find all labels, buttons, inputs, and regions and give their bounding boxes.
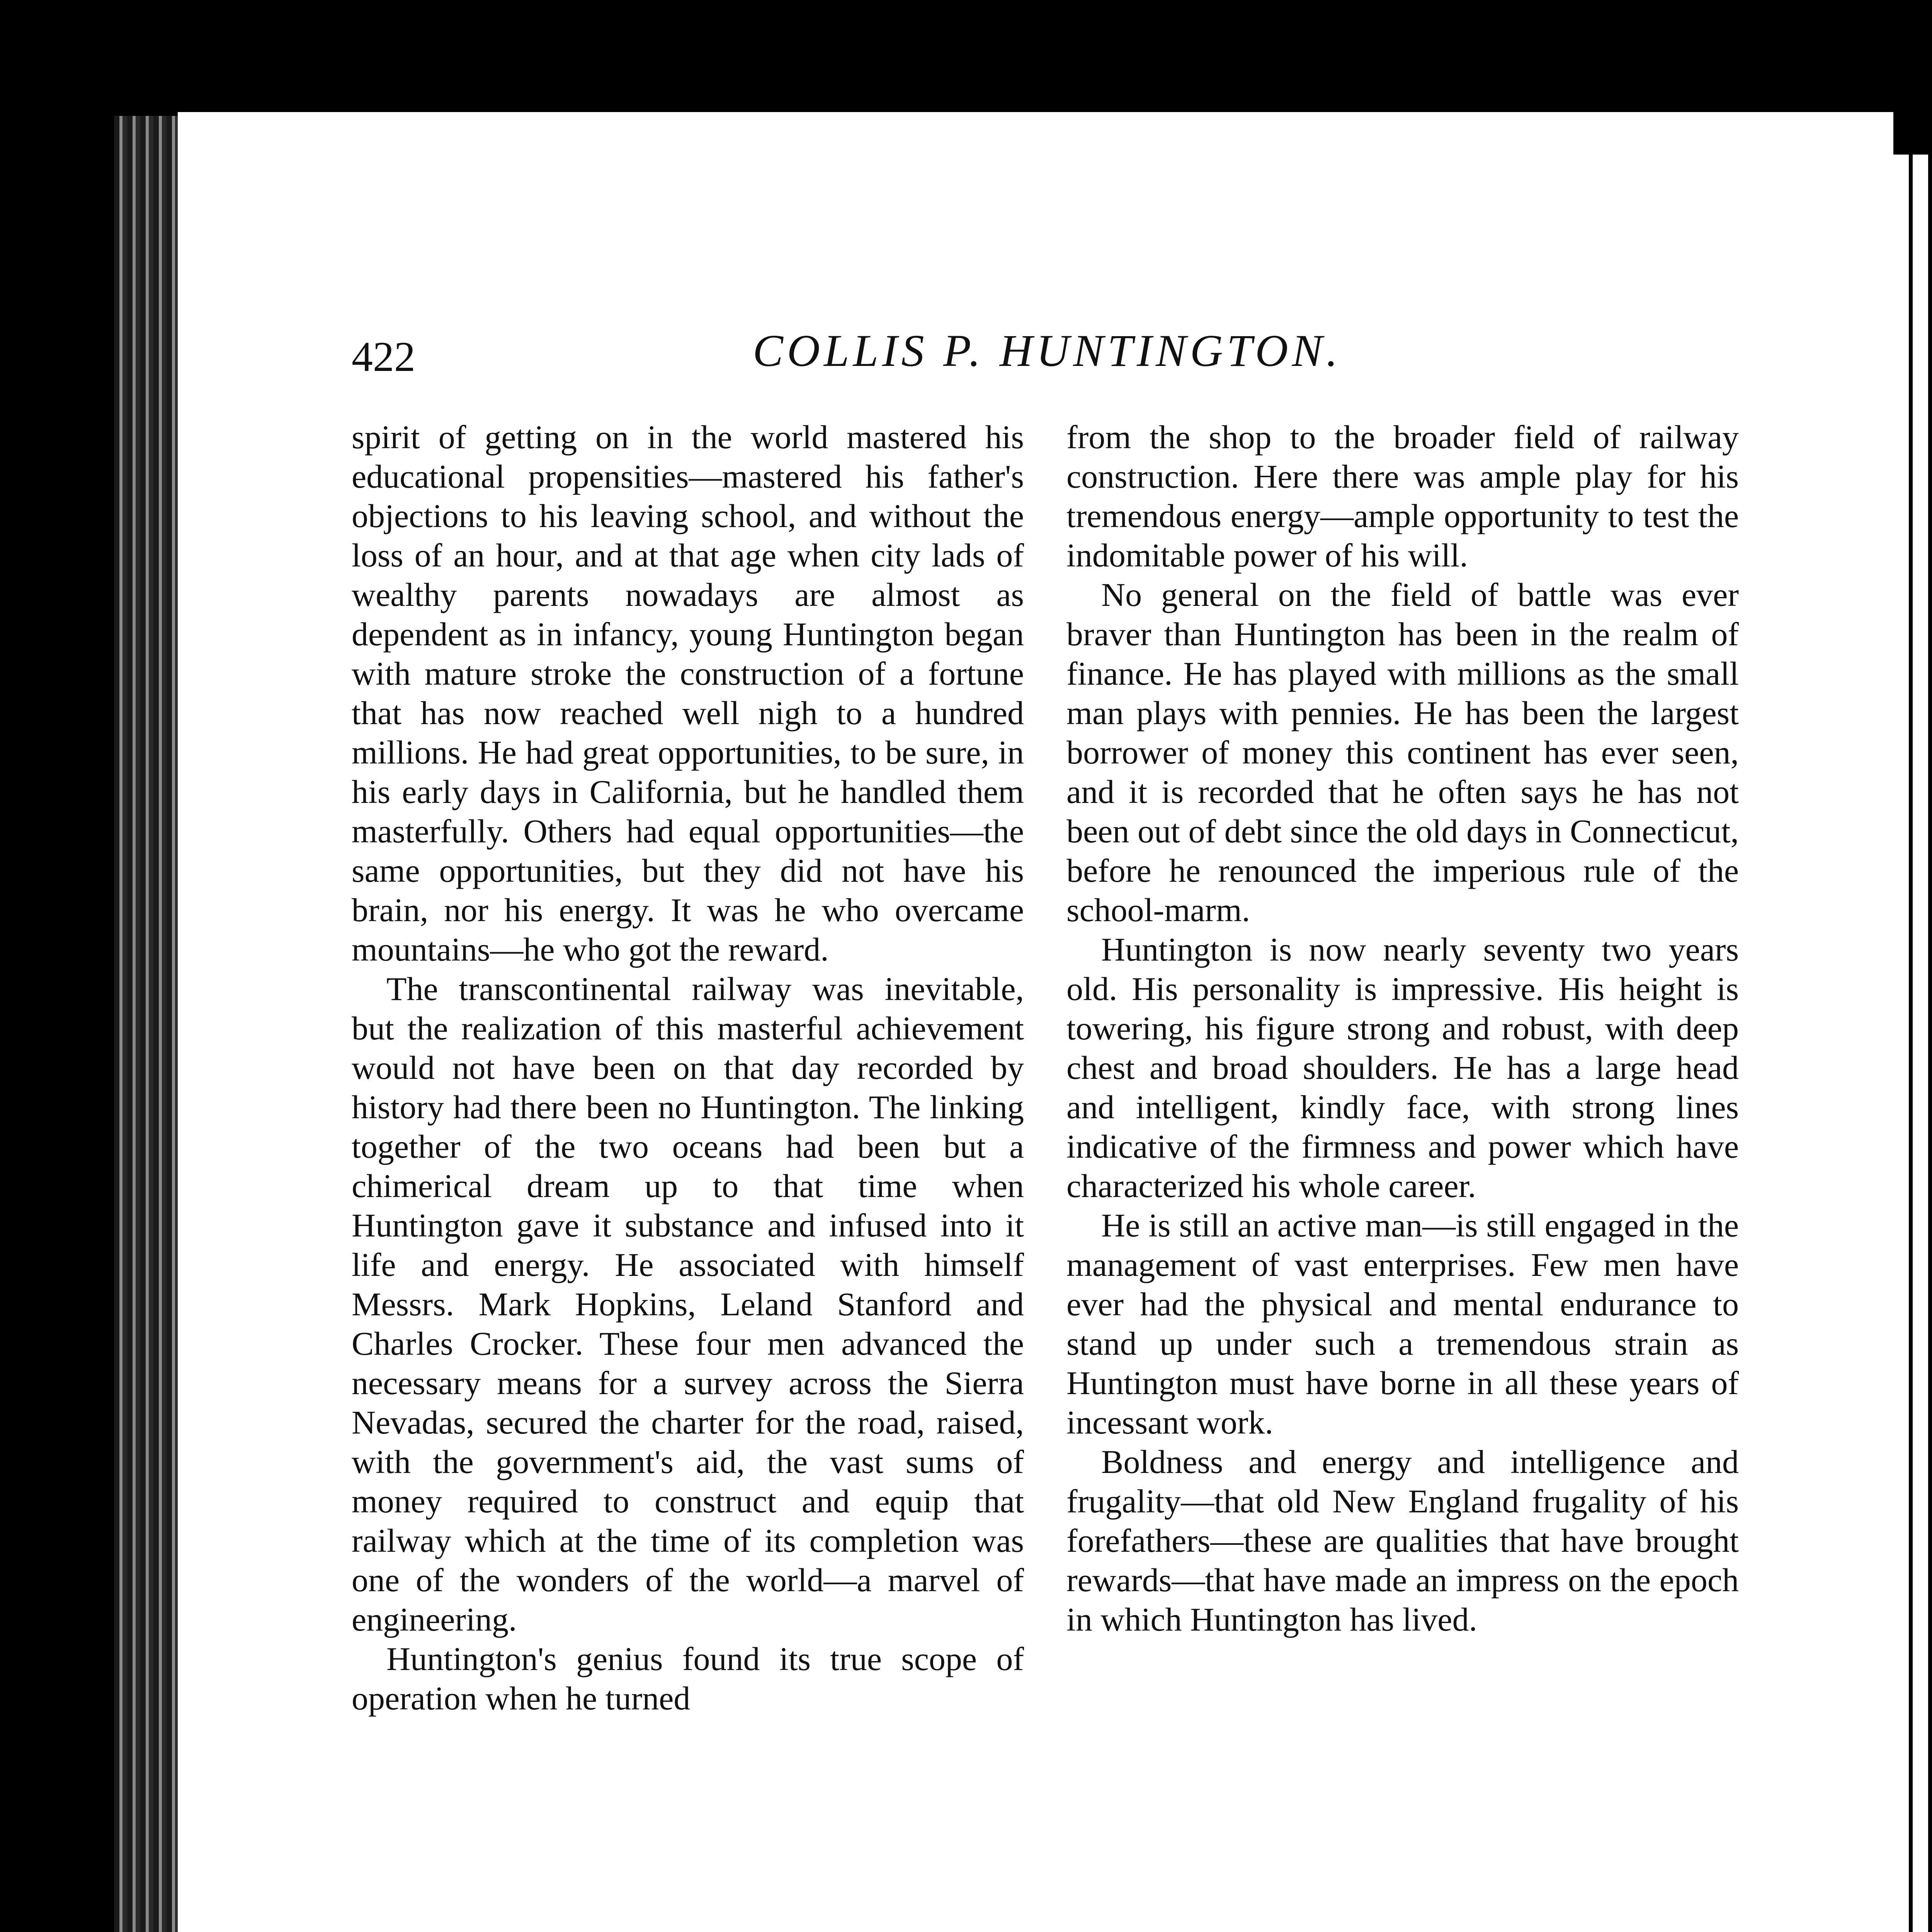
next-page-edge (1893, 155, 1932, 1932)
right-text-column (1066, 417, 1739, 1639)
paragraph: The transcontinental railway was inevitable, but the realization of this masterful achievement would not have been on that day recorded by history had there been no Huntington. The linking together of the two oceans had been but a chimerical dream up to that time when Huntington gave it substance and infused into it life and energy. He associated with himself Messrs. Mark Hopkins, Leland Stanford and Charles Crocker. These four men advanced the necessary means for a survey across the Sierra Nevadas, secured the charter for the road, raised, with the government's aid, the vast sums of money required to construct and equip that railway which at the time of its completion was one of the wonders of the world—a marvel of engineering. (352, 970, 1024, 1638)
page-header (352, 325, 1743, 386)
book-binding-edge (114, 116, 180, 1932)
paragraph: Huntington's genius found its true scope of operation when he turned (352, 1640, 1024, 1717)
paragraph: Boldness and energy and intelligence and frugality—that old New England frugality of his forefathers—these are qualities that have brought rewards—that have made an impress on the epoch in which Huntington has lived. (1066, 1443, 1739, 1638)
paragraph: from the shop to the broader field of railway construction. Here there was ample play for his tremendous energy—ample opportunity to test the indomitable power of his will. (1066, 418, 1739, 574)
running-title: COLLIS P. HUNTINGTON. (753, 325, 1342, 376)
left-text-column (352, 417, 1024, 1718)
paragraph: Huntington is now nearly seventy two years old. His personality is impressive. His height is towering, his figure strong and robust, with deep chest and broad shoulders. He has a large head and intelligent, kindly face, with strong lines indicative of the firmness and power which have characterized his whole career. (1066, 931, 1739, 1204)
page-number: 422 (352, 333, 415, 380)
paragraph: No general on the field of battle was ever braver than Huntington has been in the realm of finance. He has played with millions as the small man plays with pennies. He has been the largest borrower of money this continent has ever seen, and it is recorded that he often says he has not been out of debt since the old days in Connecticut, before he renounced the imperious rule of the school-marm. (1066, 576, 1739, 929)
paragraph: He is still an active man—is still engaged in the management of vast enterprises. Few men have ever had the physical and mental endurance to stand up under such a tremendous strain as Huntington must have borne in all these years of incessant work. (1066, 1207, 1739, 1441)
paragraph: spirit of getting on in the world mastered his educational propensities—mastered his father's objections to his leaving school, and without the loss of an hour, and at that age when city lads of wealthy parents nowadays are almost as dependent as in infancy, young Huntington began with mature stroke the construction of a fortune that has now reached well nigh to a hundred millions. He had great opportunities, to be sure, in his early days in California, but he handled them masterfully. Others had equal opportunities—the same opportunities, but they did not have his brain, nor his energy. It was he who overcame mountains—he who got the reward. (352, 418, 1024, 968)
